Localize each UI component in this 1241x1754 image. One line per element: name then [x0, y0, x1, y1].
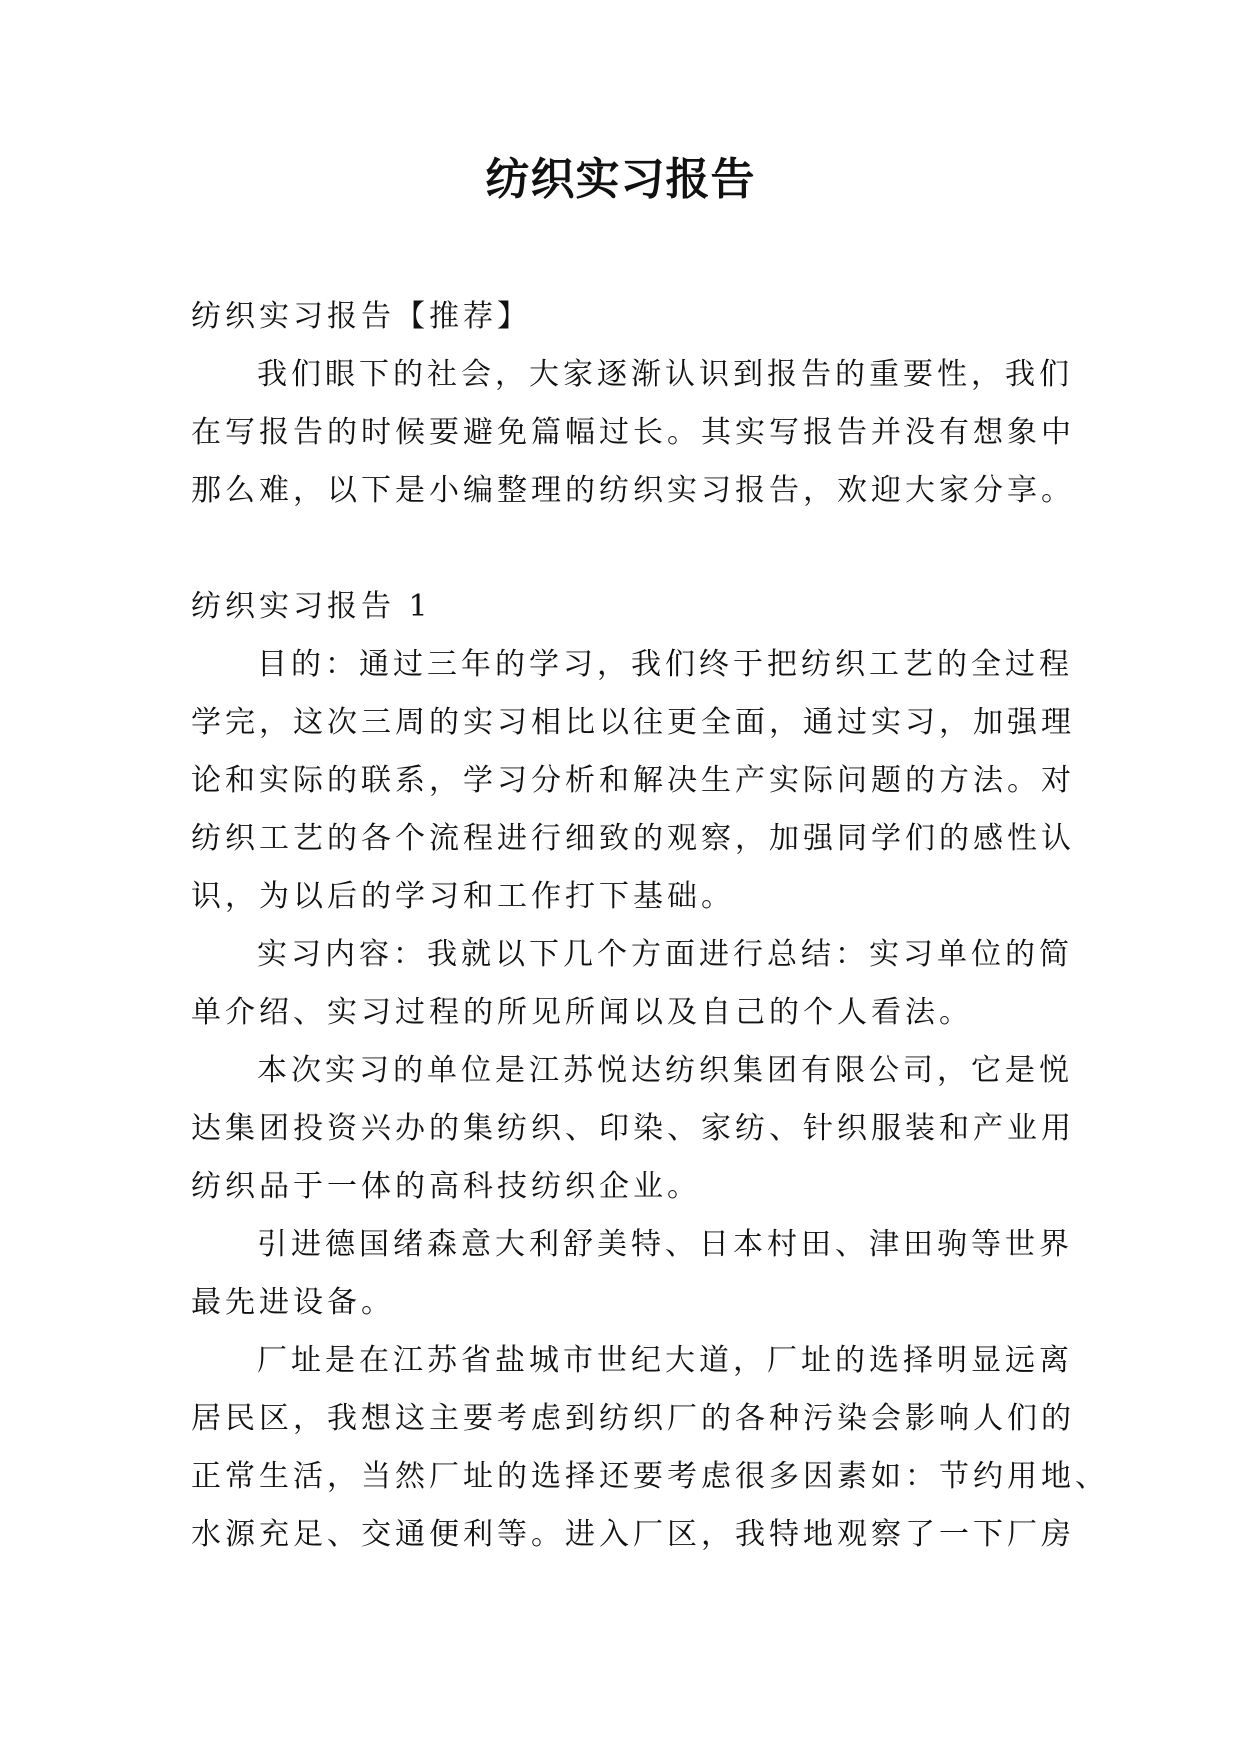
- intro-line: 在写报告的时候要避免篇幅过长。其实写报告并没有想象中: [191, 415, 1075, 450]
- document-body: [191, 288, 1109, 1564]
- paragraph-line: 引进德国绪森意大利舒美特、日本村田、津田驹等世界: [257, 1227, 1073, 1262]
- paragraph-line: 纺织品于一体的高科技纺织企业。: [191, 1169, 701, 1204]
- intro-line: 我们眼下的社会，大家逐渐认识到报告的重要性，我们: [257, 357, 1073, 392]
- section-heading: 纺织实习报告 1: [191, 589, 432, 624]
- subtitle-line: 纺织实习报告【推荐】: [191, 299, 531, 334]
- paragraph-line: 居民区，我想这主要考虑到纺织厂的各种污染会影响人们的: [191, 1401, 1075, 1436]
- paragraph-gap: [191, 520, 1081, 578]
- paragraph-line: 最先进设备。: [191, 1285, 395, 1320]
- paragraph-line: 达集团投资兴办的集纺织、印染、家纺、针织服装和产业用: [191, 1111, 1075, 1146]
- paragraph-line: 纺织工艺的各个流程进行细致的观察，加强同学们的感性认: [191, 821, 1075, 856]
- paragraph-line: 目的：通过三年的学习，我们终于把纺织工艺的全过程: [257, 647, 1073, 682]
- paragraph-line: 水源充足、交通便利等。进入厂区，我特地观察了一下厂房: [191, 1517, 1075, 1552]
- paragraph-line: 本次实习的单位是江苏悦达纺织集团有限公司，它是悦: [257, 1053, 1073, 1088]
- paragraph-line: 识，为以后的学习和工作打下基础。: [191, 879, 735, 914]
- paragraph-line: 学完，这次三周的实习相比以往更全面，通过实习，加强理: [191, 705, 1075, 740]
- paragraph-line: 论和实际的联系，学习分析和解决生产实际问题的方法。对: [191, 763, 1075, 798]
- paragraph-line: 实习内容：我就以下几个方面进行总结：实习单位的简: [257, 937, 1073, 972]
- document-title: 纺织实习报告: [485, 154, 756, 205]
- paragraph-line: 厂址是在江苏省盐城市世纪大道，厂址的选择明显远离: [257, 1343, 1073, 1378]
- paragraph-line: 正常生活，当然厂址的选择还要考虑很多因素如：节约用地、: [191, 1459, 1109, 1494]
- intro-line: 那么难，以下是小编整理的纺织实习报告，欢迎大家分享。: [191, 473, 1075, 508]
- paragraph-line: 单介绍、实习过程的所见所闻以及自己的个人看法。: [191, 995, 973, 1030]
